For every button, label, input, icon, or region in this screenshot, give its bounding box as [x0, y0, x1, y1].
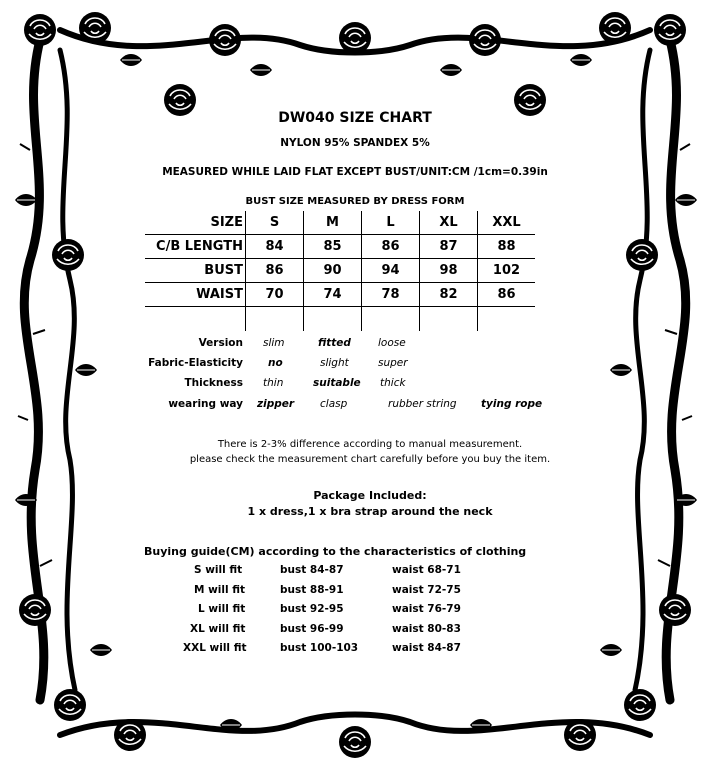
size-col-header: XXL	[478, 211, 536, 235]
table-cell: 82	[420, 283, 478, 307]
table-cell: 102	[478, 259, 536, 283]
size-col-header: XL	[420, 211, 478, 235]
table-cell: 86	[246, 259, 304, 283]
feature-option: thick	[380, 377, 406, 389]
guide-bust: bust 100-103	[280, 642, 359, 654]
feature-label-thickness: Thickness	[184, 377, 243, 389]
feature-option-selected: suitable	[313, 377, 361, 389]
leaves	[15, 54, 697, 731]
measurement-note: MEASURED WHILE LAID FLAT EXCEPT BUST/UNIT:CM /1cm=0.39in	[162, 166, 548, 178]
table-cell: 98	[420, 259, 478, 283]
table-row	[145, 283, 535, 307]
feature-label-version: Version	[198, 337, 243, 349]
feature-option-selected: fitted	[318, 337, 351, 349]
guide-fit: XL will fit	[190, 623, 246, 635]
size-header-row	[145, 211, 535, 235]
feature-option: super	[378, 357, 408, 369]
table-cell: 85	[304, 235, 362, 259]
guide-bust: bust 84-87	[280, 564, 344, 576]
bust-measure-note: BUST SIZE MEASURED BY DRESS FORM	[245, 196, 465, 207]
table-cell: 88	[478, 235, 536, 259]
feature-option: rubber string	[388, 398, 457, 410]
table-cell: 78	[362, 283, 420, 307]
guide-fit: M will fit	[194, 584, 246, 596]
row-label: WAIST	[145, 283, 246, 307]
size-table	[145, 211, 535, 331]
size-col-header: L	[362, 211, 420, 235]
package-contents: 1 x dress,1 x bra strap around the neck	[247, 505, 493, 518]
table-cell: 74	[304, 283, 362, 307]
size-corner-label: SIZE	[145, 211, 246, 235]
table-row	[145, 259, 535, 283]
table-cell: 90	[304, 259, 362, 283]
guide-fit: L will fit	[198, 603, 246, 615]
guide-waist: waist 80-83	[392, 623, 461, 635]
feature-option-selected: tying rope	[481, 398, 543, 410]
buying-guide-title: Buying guide(CM) according to the characteristics of clothing	[144, 545, 527, 558]
table-cell: 94	[362, 259, 420, 283]
check-chart-note: please check the measurement chart carefully before you buy the item.	[189, 454, 551, 465]
chart-title: DW040 SIZE CHART	[278, 110, 432, 126]
guide-waist: waist 76-79	[392, 603, 461, 615]
table-cell: 87	[420, 235, 478, 259]
feature-option: clasp	[320, 398, 348, 410]
guide-fit: XXL will fit	[183, 642, 247, 654]
guide-fit: S will fit	[194, 564, 243, 576]
guide-bust: bust 88-91	[280, 584, 344, 596]
feature-option-selected: zipper	[257, 398, 295, 410]
row-label: BUST	[145, 259, 246, 283]
table-cell: 84	[246, 235, 304, 259]
feature-label-elasticity: Fabric-Elasticity	[148, 357, 243, 369]
feature-option: loose	[378, 337, 406, 349]
guide-bust: bust 92-95	[280, 603, 344, 615]
size-col-header: S	[246, 211, 304, 235]
table-spacer-row	[145, 307, 535, 332]
table-row	[145, 235, 535, 259]
guide-bust: bust 96-99	[280, 623, 344, 635]
size-col-header: M	[304, 211, 362, 235]
row-label: C/B LENGTH	[145, 235, 246, 259]
feature-option: thin	[263, 377, 284, 389]
guide-waist: waist 68-71	[392, 564, 461, 576]
table-cell: 86	[362, 235, 420, 259]
package-title: Package Included:	[313, 489, 427, 502]
table-cell: 70	[246, 283, 304, 307]
measurement-difference-note: There is 2-3% difference according to manual measurement.	[217, 439, 523, 450]
feature-option-selected: no	[268, 357, 283, 369]
material-composition: NYLON 95% SPANDEX 5%	[280, 137, 430, 149]
thorns	[18, 144, 692, 566]
feature-label-wearing-way: wearing way	[168, 398, 243, 410]
guide-waist: waist 84-87	[392, 642, 461, 654]
feature-option: slim	[263, 337, 285, 349]
feature-option: slight	[320, 357, 349, 369]
table-cell: 86	[478, 283, 536, 307]
guide-waist: waist 72-75	[392, 584, 461, 596]
